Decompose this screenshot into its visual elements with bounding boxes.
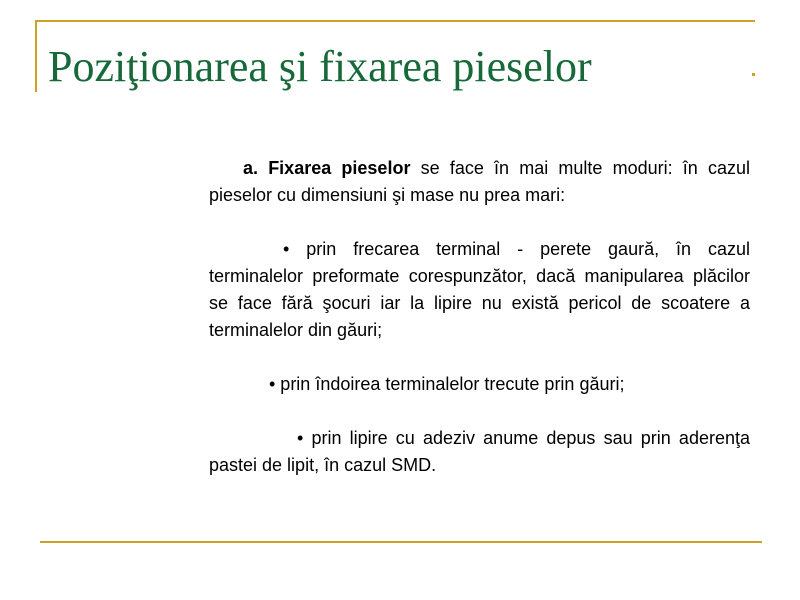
bullet-adhesive: • prin lipire cu adeziv anume depus sau prin aderenţa pastei de lipit, în cazul SMD. — [209, 428, 750, 475]
left-frame-line — [35, 20, 37, 92]
paragraph-a-text: se face în mai multe moduri: în cazul pieselor cu dimensiuni şi mase nu prea mari: — [209, 158, 751, 205]
spacer — [209, 398, 750, 425]
corner-dot — [752, 73, 755, 76]
top-frame-line — [35, 20, 755, 22]
bullet-friction: • prin frecarea terminal - perete gaură, în cazul terminalelor preformate corespunzător, dacă manipularea plăcilor se face fără şocuri iar la lipire nu există pericol de scoatere a terminalelor din găuri; — [209, 239, 750, 340]
slide-body — [209, 155, 750, 479]
paragraph-a-label: a. Fixarea pieselor — [243, 158, 411, 178]
paragraph-a — [209, 155, 750, 209]
spacer — [209, 209, 750, 236]
bullet-bending: • prin îndoirea terminalelor trecute prin găuri; — [269, 374, 625, 394]
spacer — [209, 344, 750, 371]
bottom-frame-line — [40, 541, 762, 543]
slide-title: Poziţionarea şi fixarea pieselor — [48, 42, 592, 91]
